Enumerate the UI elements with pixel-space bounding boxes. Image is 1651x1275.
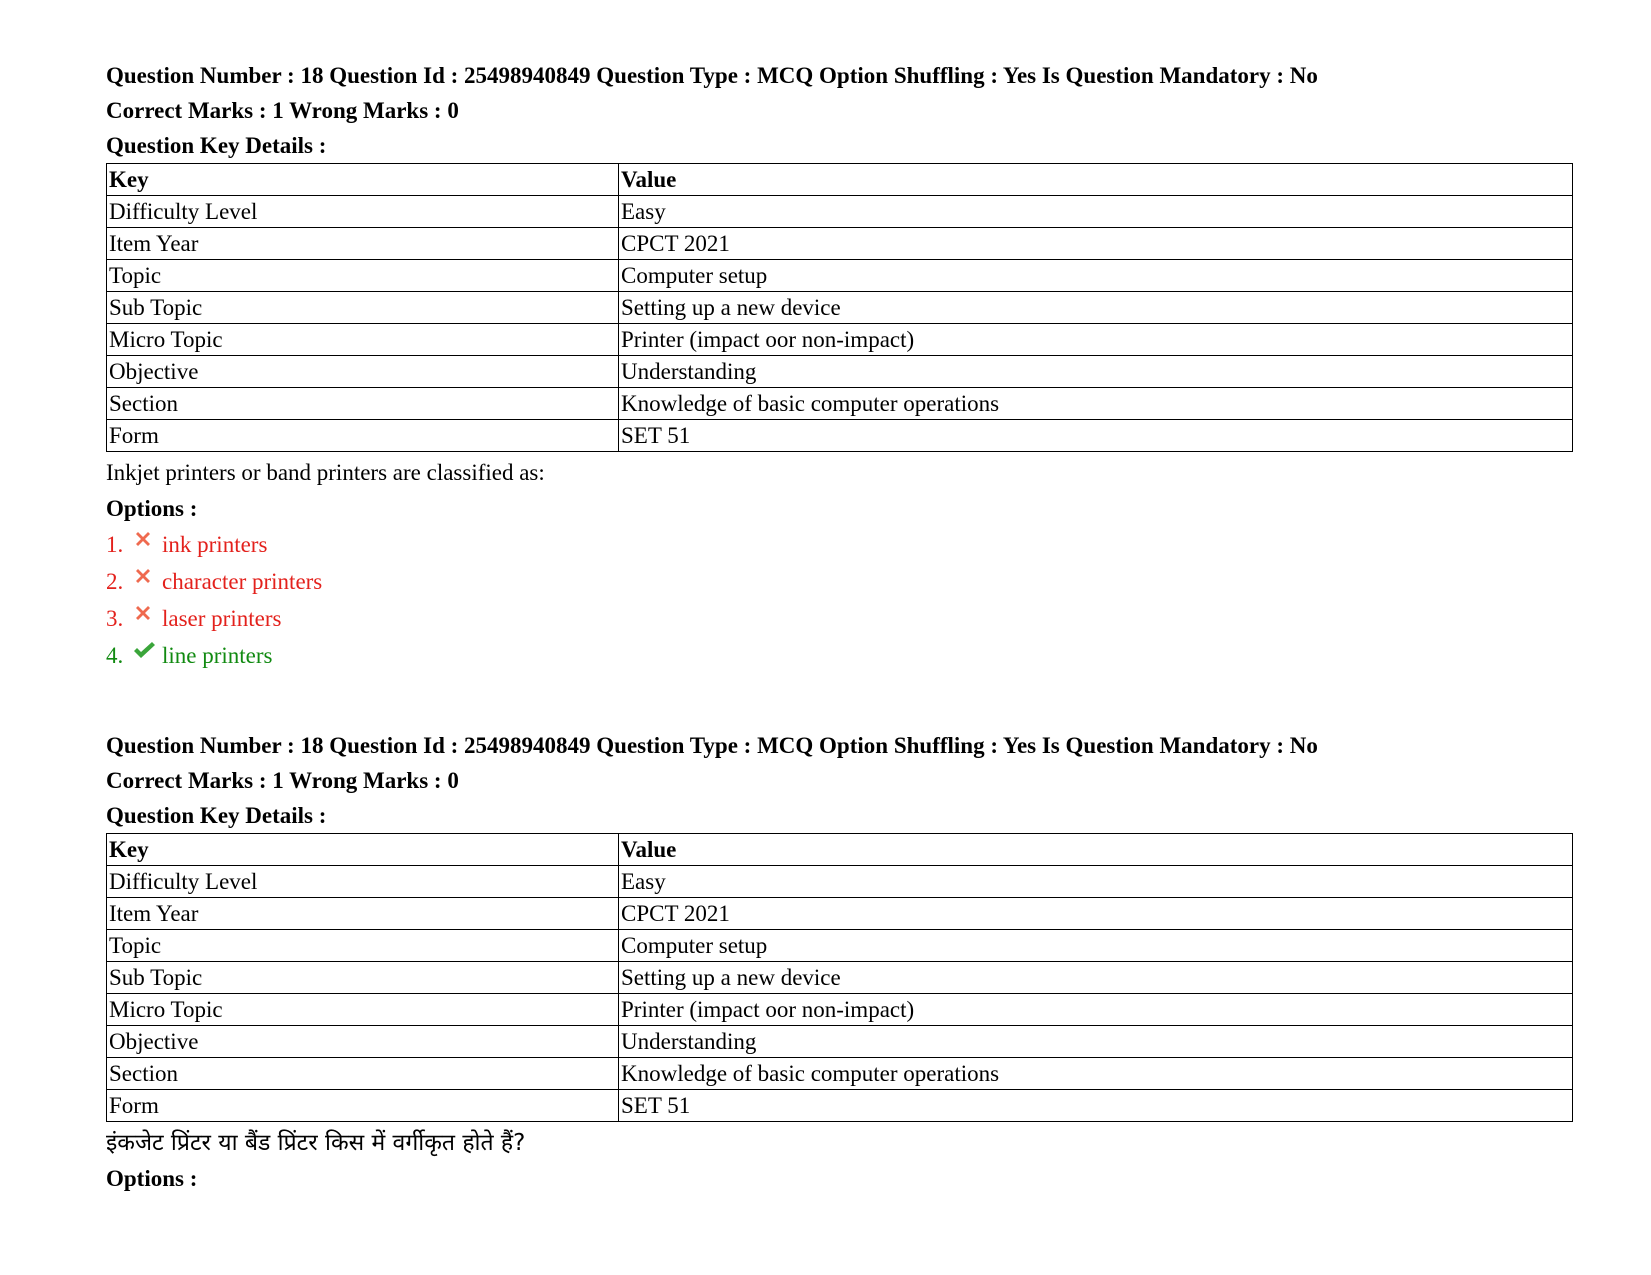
table-row — [107, 994, 1573, 1026]
table-cell-value: Printer (impact oor non-impact) — [619, 324, 1573, 356]
table-cell-key: Sub Topic — [107, 962, 619, 994]
table-row — [107, 356, 1573, 388]
table-row — [107, 388, 1573, 420]
marks-line: Correct Marks : 1 Wrong Marks : 0 — [106, 98, 459, 123]
option-text: line printers — [162, 643, 273, 668]
table-cell-value: SET 51 — [619, 1090, 1573, 1122]
marks-line: Correct Marks : 1 Wrong Marks : 0 — [106, 768, 459, 793]
question-block — [106, 58, 1572, 674]
table-row — [107, 930, 1573, 962]
table-cell-value: Understanding — [619, 356, 1573, 388]
table-row — [107, 324, 1573, 356]
table-cell-key: Topic — [107, 930, 619, 962]
table-row — [107, 1058, 1573, 1090]
table-header-key: Key — [107, 164, 619, 196]
table-cell-key: Difficulty Level — [107, 866, 619, 898]
option-number: 2. — [106, 569, 124, 594]
check-icon — [132, 639, 154, 661]
table-cell-value: Easy — [619, 196, 1573, 228]
cross-icon — [132, 602, 154, 624]
table-cell-value: Setting up a new device — [619, 292, 1573, 324]
question-block — [106, 728, 1572, 1196]
option-number: 4. — [106, 643, 124, 668]
cross-icon — [132, 528, 154, 550]
table-row — [107, 228, 1573, 260]
option-number: 1. — [106, 532, 124, 557]
table-cell-value: Easy — [619, 866, 1573, 898]
option-item — [106, 600, 1572, 637]
table-cell-key: Difficulty Level — [107, 196, 619, 228]
table-cell-value: CPCT 2021 — [619, 228, 1573, 260]
table-header-key: Key — [107, 834, 619, 866]
table-cell-key: Objective — [107, 1026, 619, 1058]
option-item — [106, 526, 1572, 563]
table-row — [107, 196, 1573, 228]
table-row — [107, 420, 1573, 452]
table-cell-key: Micro Topic — [107, 324, 619, 356]
table-cell-key: Item Year — [107, 898, 619, 930]
table-cell-key: Section — [107, 388, 619, 420]
question-text: इंकजेट प्रिंटर या बैंड प्रिंटर किस में वर्गीकृत होते हैं? — [106, 1130, 526, 1156]
table-cell-value: Knowledge of basic computer operations — [619, 1058, 1573, 1090]
table-cell-value: Printer (impact oor non-impact) — [619, 994, 1573, 1026]
options-label: Options : — [106, 1166, 198, 1191]
table-cell-key: Objective — [107, 356, 619, 388]
cross-icon — [132, 565, 154, 587]
option-item — [106, 563, 1572, 600]
table-cell-value: Computer setup — [619, 930, 1573, 962]
table-cell-value: SET 51 — [619, 420, 1573, 452]
table-row — [107, 866, 1573, 898]
option-text: ink printers — [162, 532, 268, 557]
table-cell-key: Form — [107, 1090, 619, 1122]
table-cell-key: Form — [107, 420, 619, 452]
table-row — [107, 292, 1573, 324]
table-row — [107, 260, 1573, 292]
table-header-row — [107, 834, 1573, 866]
option-number: 3. — [106, 606, 124, 631]
table-header-row — [107, 164, 1573, 196]
option-text: character printers — [162, 569, 323, 594]
option-text: laser printers — [162, 606, 282, 631]
table-row — [107, 962, 1573, 994]
question-header: Question Number : 18 Question Id : 25498940849 Question Type : MCQ Option Shuffling : Yes Is Question Mandatory : No — [106, 63, 1318, 88]
table-row — [107, 1026, 1573, 1058]
table-cell-value: Understanding — [619, 1026, 1573, 1058]
table-cell-value: Setting up a new device — [619, 962, 1573, 994]
table-row — [107, 898, 1573, 930]
table-header-value: Value — [619, 164, 1573, 196]
question-header: Question Number : 18 Question Id : 25498940849 Question Type : MCQ Option Shuffling : Yes Is Question Mandatory : No — [106, 733, 1318, 758]
table-header-value: Value — [619, 834, 1573, 866]
table-cell-value: Computer setup — [619, 260, 1573, 292]
table-cell-key: Section — [107, 1058, 619, 1090]
option-item — [106, 637, 1572, 674]
key-details-table — [106, 833, 1573, 1122]
table-cell-key: Topic — [107, 260, 619, 292]
question-text: Inkjet printers or band printers are classified as: — [106, 460, 545, 485]
table-cell-value: Knowledge of basic computer operations — [619, 388, 1573, 420]
key-details-label: Question Key Details : — [106, 133, 327, 158]
table-cell-key: Item Year — [107, 228, 619, 260]
table-cell-value: CPCT 2021 — [619, 898, 1573, 930]
table-cell-key: Micro Topic — [107, 994, 619, 1026]
table-row — [107, 1090, 1573, 1122]
table-cell-key: Sub Topic — [107, 292, 619, 324]
key-details-label: Question Key Details : — [106, 803, 327, 828]
key-details-table — [106, 163, 1573, 452]
options-label: Options : — [106, 496, 198, 521]
